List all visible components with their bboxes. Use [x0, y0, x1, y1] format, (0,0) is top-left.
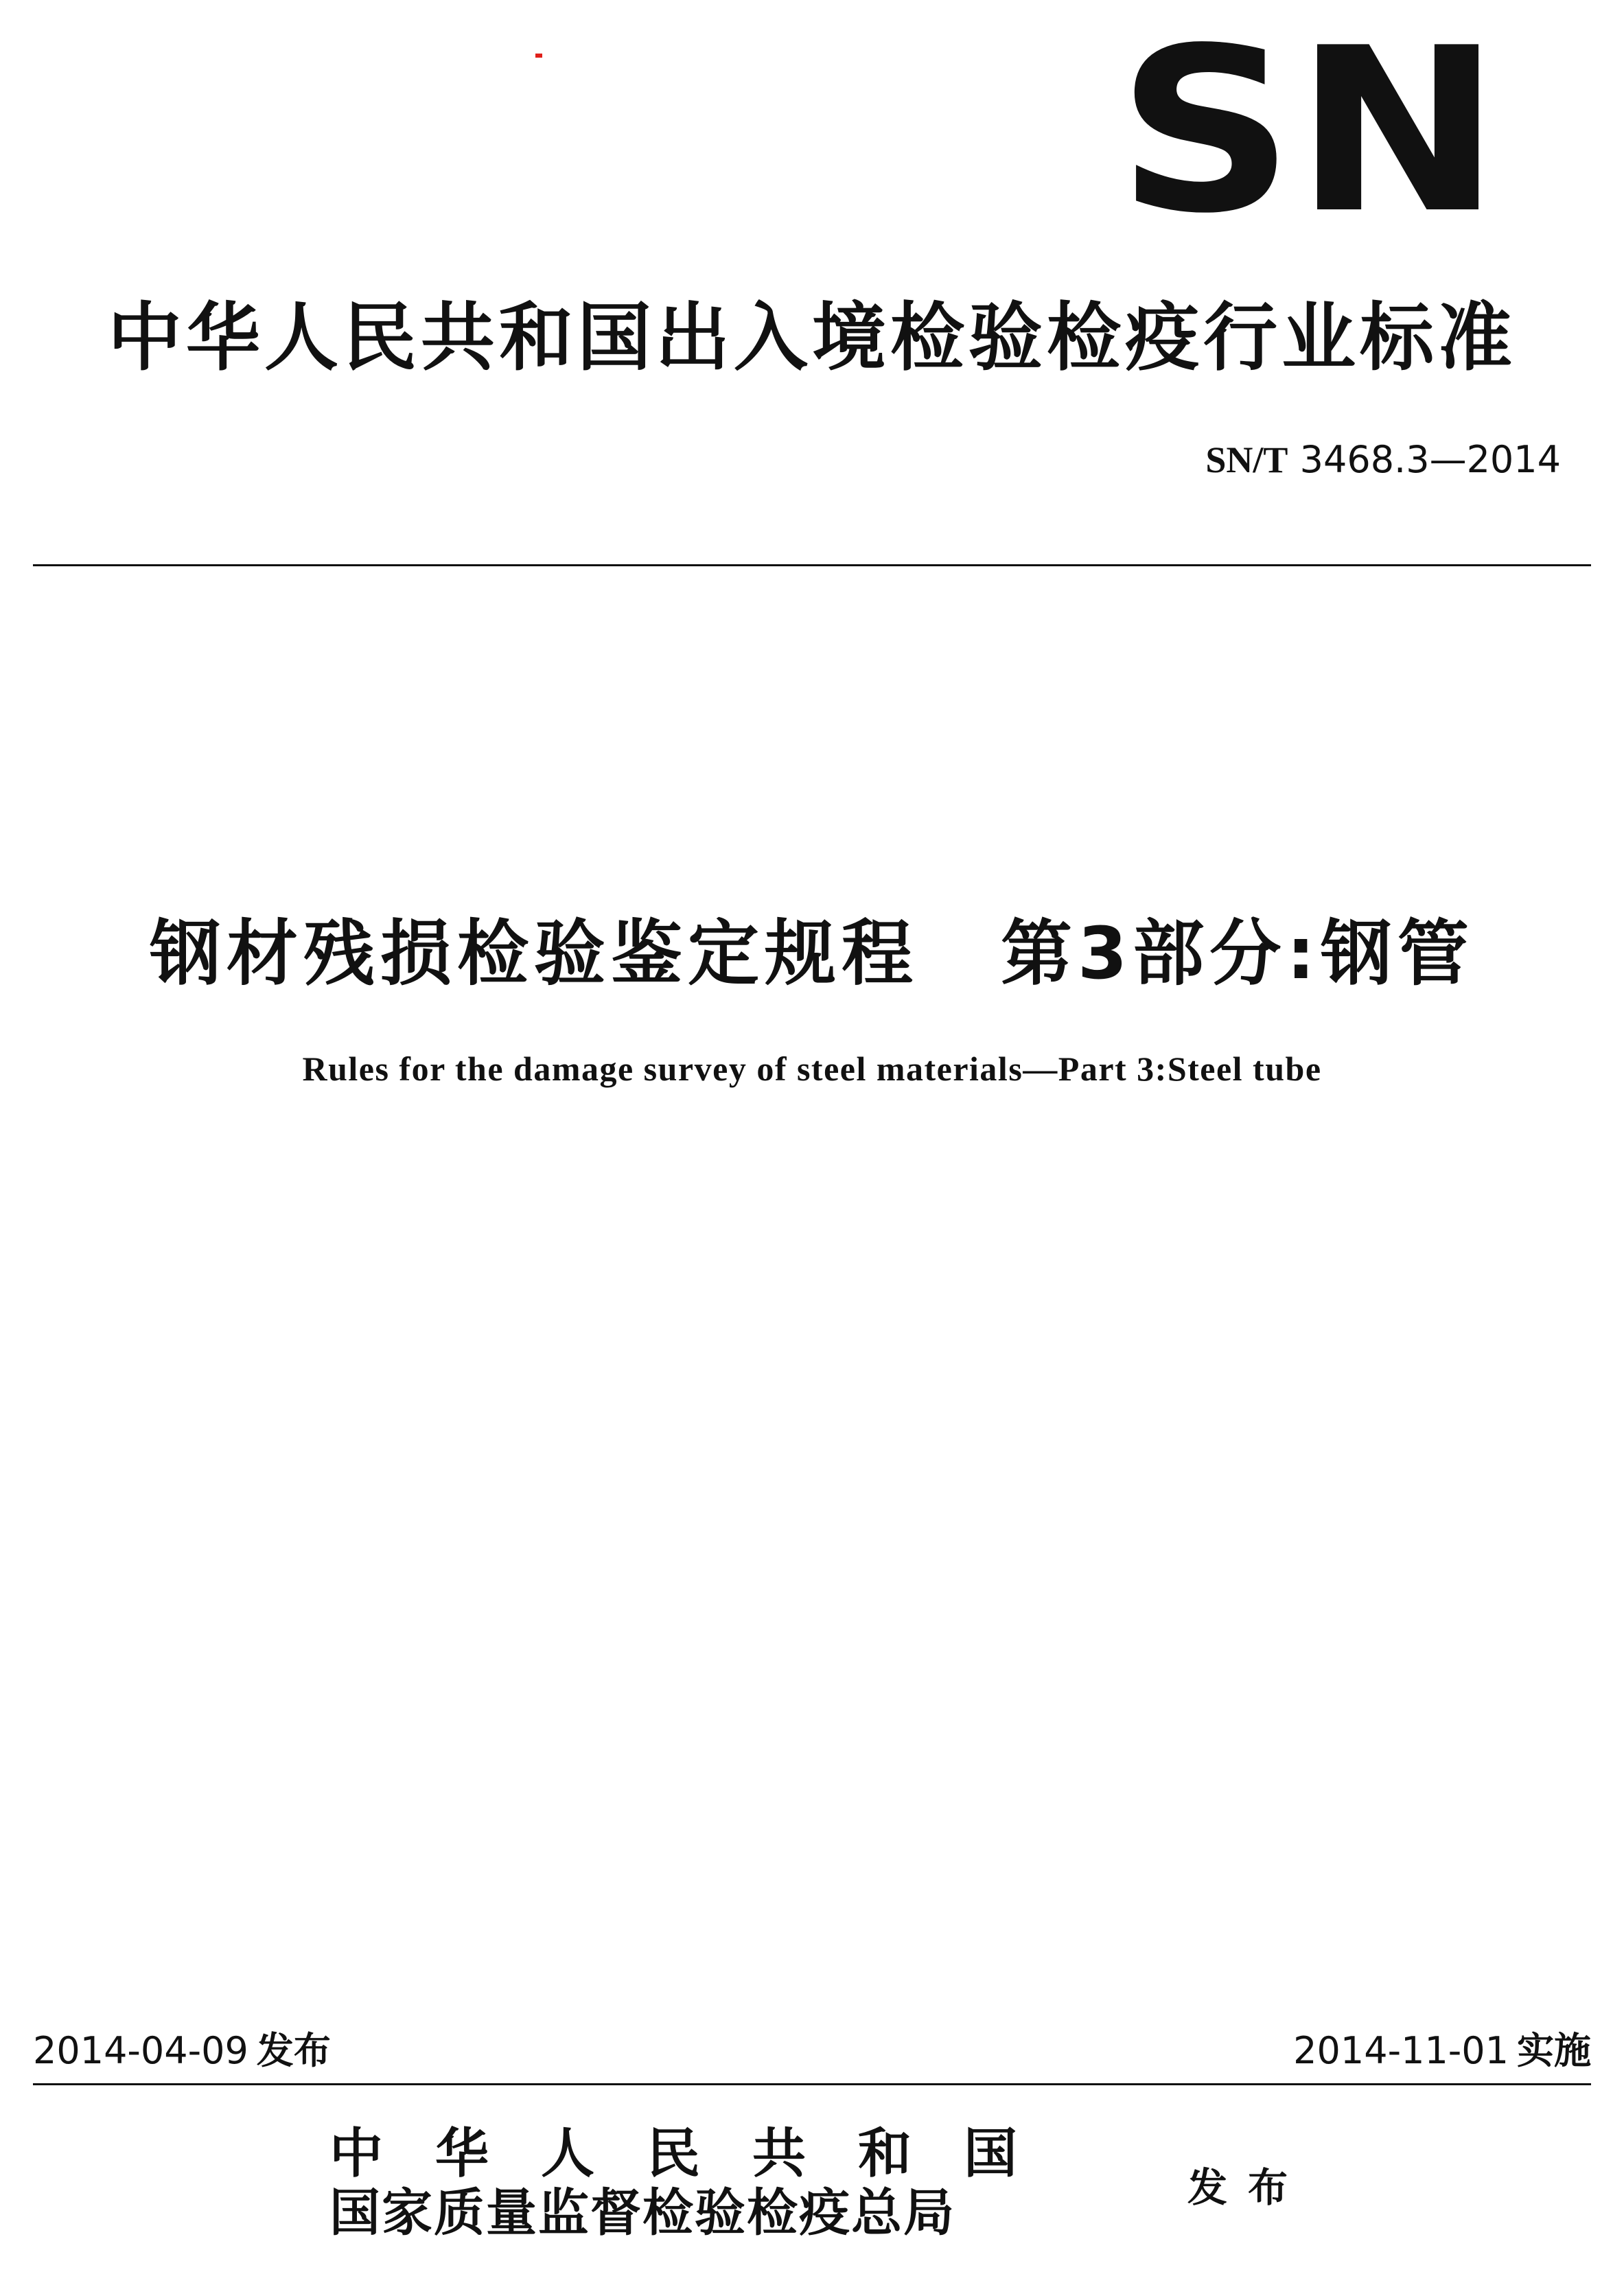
title-zh-main: 钢材残损检验鉴定规程: [150, 912, 919, 995]
standard-code: SN/T: [1205, 439, 1288, 480]
effective-date-label: 实施: [1517, 2029, 1591, 2072]
effective-date-value: 2014-11-01: [1293, 2029, 1509, 2072]
standard-number-value: 3468.3—2014: [1299, 438, 1561, 481]
publisher-action: 发布: [1187, 2164, 1309, 2211]
issue-date: [33, 2021, 331, 2074]
sn-logo-text: SN: [1117, 38, 1501, 237]
standard-category-title: 中华人民共和国出入境检验检疫行业标准: [107, 295, 1516, 381]
publisher-line-2: 国家质量监督检验检疫总局: [329, 2183, 955, 2242]
sn-logo: [1115, 38, 1503, 237]
document-title-en: Rules for the damage survey of steel materials—Part 3:Steel tube: [302, 1050, 1322, 1088]
red-mark: [535, 54, 542, 58]
standard-number: [1205, 438, 1561, 481]
publisher-line-1: 中华人民共和国: [329, 2122, 1070, 2185]
top-divider: [33, 564, 1591, 566]
issue-date-label: 发布: [256, 2029, 331, 2072]
bottom-divider: [33, 2083, 1591, 2085]
issue-date-value: 2014-04-09: [33, 2029, 248, 2072]
title-zh-part: 第3部分:钢管: [1001, 912, 1474, 995]
effective-date: [1293, 2021, 1591, 2074]
document-title-zh: [0, 896, 1624, 999]
